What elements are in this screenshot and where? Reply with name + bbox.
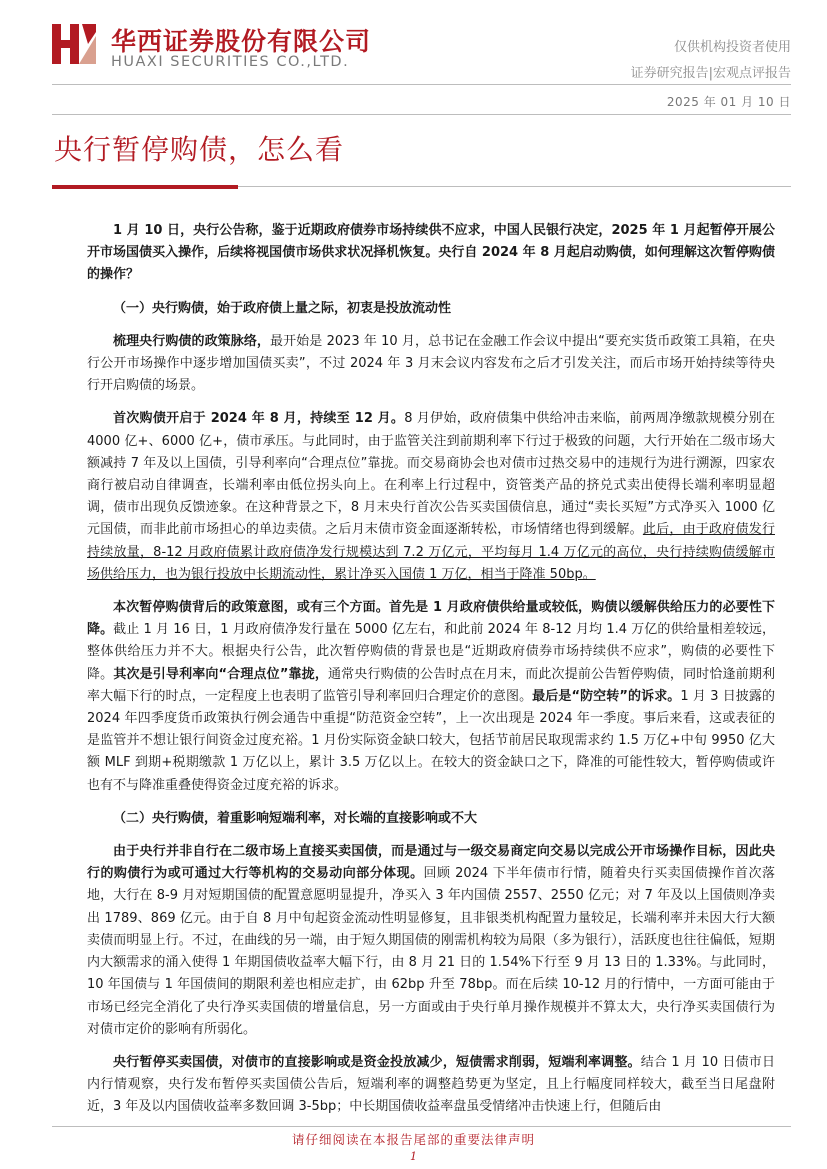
section2-p1-lead: 由于央行并非自行在二级市场上直接买卖国债，而是通过与一级交易商定向交易以完成公开市场操作目标，因此央行的购债行为或可通过大行等机构的交易动向部分体现。: [87, 844, 775, 882]
section2-p2-text: 结合 1 月 10 日债市日内行情观察，央行发布暂停买卖国债公告后，短端利率的调整趋势更为坚定，且上行幅度同样较大，截至当日尾盘附近，3 年及以内国债收益率多数回调 3-5bp；中长期国债收益率盘虽受情绪冲击快速上行，但随后由: [87, 1054, 775, 1115]
section1-heading: （一）央行购债，始于政府债上量之际，初衷是投放流动性: [113, 300, 452, 316]
intro-paragraph: 1 月 10 日，央行公告称，鉴于近期政府债券市场持续供不应求，中国人民银行决定，2025 年 1 月起暂停开展公开市场国债买入操作，后续将视国债市场供求状况择机恢复。央行自 2024 年 8 月起启动购债，如何理解这次暂停购债的操作？: [87, 223, 775, 283]
section1-paragraph-1: [87, 331, 775, 398]
title-underline-accent: [52, 185, 238, 189]
section2-heading: （二）央行购债，着重影响短端利率，对长端的直接影响或不大: [113, 810, 478, 826]
section1-p3-text-3: 1 月 3 日披露的 2024 年四季度货币政策执行例会通告中重提“防范资金空转”，上一次出现是 2024 年一季度。事后来看，这或表征的是监管并不想让银行间资金过度充裕。1 月份实际资金缺口较大，包括节前居民取现需求约 1.5 万亿+中旬 9950 亿大额 MLF 到期+税期缴款 1 万亿以上，累计 3.5 万亿以上。在较大的资金缺口之下，降准的可能性较大，暂停购债或许也有不与降准重叠使得资金过度充裕的诉求。: [87, 688, 775, 793]
header-divider-bottom: [52, 114, 791, 115]
section1-p3-lead-1: 本次暂停购债背后的政策意图，或有三个方面。首先是 1 月政府债供给量或较低，购债以缓解供给压力的必要性下降。: [87, 600, 775, 638]
section2-paragraph-1: [87, 841, 775, 1041]
report-date: 2025 年 01 月 10 日: [666, 95, 791, 109]
section2-paragraph-2: [87, 1052, 775, 1119]
audience-note: 仅供机构投资者使用: [673, 40, 791, 55]
section1-p1-lead: 梳理央行购债的政策脉络，: [113, 333, 271, 349]
section1-paragraph-2: [87, 408, 775, 586]
section1-p2-text: 8 月伊始，政府债集中供给冲击来临，前两周净缴款规模分别在 4000 亿+、6000 亿+，债市承压。与此同时，由于监管关注到前期利率下行过于极致的问题，大行开始在二级市场大额减持 7 年及以上国债，引导利率向“合理点位”靠拢。而交易商协会也对债市过热交易中的违规行为进行溯源，四家农商行被启动自律调查，长端利率由低位拐头向上。在利率上行过程中，资管类产品的挤兑式卖出使得长端利率明显超调，债市出现负反馈迹象。在这种背景之下，8 月末央行首次公告买卖国债信息，通过“卖长买短”方式净买入 1000 亿元国债，而非此前市场担心的单边卖债。之后月末债市资金面逐渐转松，市场情绪也得到缓解。: [87, 411, 775, 538]
report-body: [87, 220, 775, 1130]
section2-p2-lead: 央行暂停买卖国债，对债市的直接影响或是资金投放减少，短债需求削弱，短端利率调整。: [113, 1054, 641, 1070]
section1-paragraph-3: [87, 597, 775, 797]
section1-p3-lead-2: 其次是引导利率向“合理点位”靠拢，: [113, 666, 328, 682]
section1-p2-lead: 首次购债开启于 2024 年 8 月，持续至 12 月。: [113, 411, 405, 427]
company-name-en: HUAXI SECURITIES CO.,LTD.: [111, 54, 350, 70]
report-type-secondary: 宏观点评报告: [712, 66, 791, 81]
section1-p3-lead-3: 最后是“防空转”的诉求。: [532, 688, 681, 704]
page-number: 1: [410, 1150, 417, 1163]
legal-disclaimer-note: 请仔细阅读在本报告尾部的重要法律声明: [291, 1132, 535, 1147]
section1-p3-text-2: 通常央行购债的公告时点在月末，而此次提前公告暂停购债，同时恰逢前期利率大幅下行的时点，一定程度上也表明了监管引导利率回归合理定价的意图。: [87, 666, 775, 704]
huaxi-logo-icon: [52, 22, 96, 66]
report-title: 央行暂停购债，怎么看: [54, 133, 345, 166]
section2-p1-text: 回顾 2024 下半年债市行情，随着央行买卖国债操作首次落地，大行在 8-9 月对短期国债的配置意愿明显提升，净买入 3 年内国债 2557、2550 亿元；对 7 年及以上国债则净卖出 1789、869 亿元。由于自 8 月中旬起资金流动性明显修复，且非银类机构配置力量较足，长端利率并未因大行大额卖债而明显上行。不过，在曲线的另一端，由于短久期国债的刚需机构较为局限（多为银行），活跃度也往往偏低，短期内大额需求的涌入使得 1 年期国债收益率大幅下行，由 8 月 21 日的 1.54%下行至 9 月 13 日的 1.33%。与此同时，10 年国债与 1 年国债间的期限利差也相应走扩，由 62bp 升至 78bp。而在后续 10-12 月的行情中，一方面可能由于市场已经完全消化了央行净买卖国债的增量信息，另一方面或由于央行单月操作规模并不算太大，央行净买卖国债行为对债市定价的影响有所弱化。: [87, 866, 775, 1037]
section1-p2-underlined: 此后，由于政府债发行持续放量，8-12 月政府债累计政府债净发行规模达到 7.2 万亿元，平均每月 1.4 万亿元的高位，央行持续购债缓解市场供给压力，也为银行投放中长期流动性，累计净买入国债 1 万亿，相当于降准 50bp。: [87, 522, 775, 582]
section1-p1-text: 最开始是 2023 年 10 月，总书记在金融工作会议中提出“要充实货币政策工具箱，在央行公开市场操作中逐步增加国债买卖”，不过 2024 年 3 月末会议内容发布之后才引发关注，而后市场开始持续等待央行开启购债的场景。: [87, 333, 775, 394]
company-name-cn: 华西证券股份有限公司: [111, 27, 372, 56]
title-underline-rule: [238, 186, 791, 187]
report-type-primary: 证券研究报告: [630, 66, 709, 81]
footer-divider: [52, 1126, 791, 1127]
report-type-separator: |: [708, 66, 713, 81]
section1-p3-text-1: 截止 1 月 16 日，1 月政府债净发行量在 5000 亿左右，和此前 2024 年 8-12 月均 1.4 万亿的供给量相差较远，整体供给压力并不大。根据央行公告，此次暂停购债的背景也是“近期政府债券市场持续供不应求”，购债的必要性下降。: [87, 622, 775, 682]
report-type: [631, 62, 791, 81]
header-divider-top: [52, 84, 791, 85]
